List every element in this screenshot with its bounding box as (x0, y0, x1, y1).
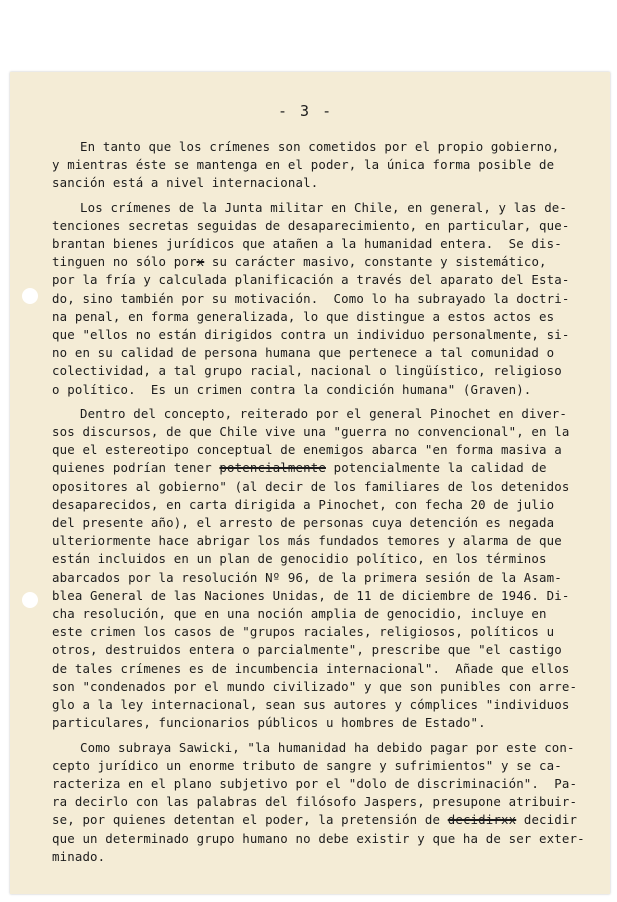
text-line: glo a la ley internacional, sean sus autores y cómplices "individuos (52, 697, 570, 713)
text-line: no en su calidad de persona humana que pertenece a tal comunidad o (52, 345, 555, 361)
line-text: decidir (516, 812, 578, 828)
text-line: do, sino también por su motivación. Como lo ha subrayado la doctri- (52, 290, 570, 306)
text-line: minado. (52, 848, 106, 864)
text-line: sos discursos, de que Chile vive una "guerra no convencional", en la (52, 424, 570, 440)
punch-hole (22, 592, 38, 608)
text-line: ulteriormente hace abrigar los más fundados temores y alarma de que (52, 533, 562, 549)
text-line: particulares, funcionarios públicos u hombres de Estado". (52, 715, 486, 731)
line-text: potencialmente la calidad de (325, 460, 547, 476)
text-line: na penal, en forma generalizada, lo que distingue a estos actos es (52, 308, 555, 324)
text-line: desaparecidos, en carta dirigida a Pinochet, con fecha 20 de julio (52, 496, 555, 512)
line-text: su carácter masivo, constante y sistemático, (204, 254, 547, 270)
text-line: racteriza en el plano subjetivo por el "dolo de discriminación". Pa- (52, 775, 578, 791)
text-line: este crimen los casos de "grupos raciales, religiosos, políticos u (52, 624, 555, 640)
line-text: quienes podrían tener (52, 460, 220, 476)
paragraph (52, 739, 585, 866)
struck-out-text: x (196, 254, 205, 270)
text-line: que el estereotipo conceptual de enemigos abarca "en forma masiva a (52, 442, 562, 458)
text-line: opositores al gobierno" (al decir de los familiares de los detenidos (52, 478, 570, 494)
text-line: de tales crímenes es de incumbencia internacional". Añade que ellos (52, 660, 570, 676)
text-line: blea General de las Naciones Unidas, de 11 de diciembre de 1946. Di- (52, 587, 570, 603)
text-line: que un determinado grupo humano no debe existir y que ha de ser exter- (52, 830, 585, 846)
text-line: y mientras éste se mantenga en el poder, la única forma posible de (52, 157, 555, 173)
page-number: - 3 - (278, 102, 334, 120)
line-text: tinguen no sólo por (52, 254, 197, 270)
text-line: Dentro del concepto, reiterado por el general Pinochet en diver- (80, 405, 568, 421)
text-line: tenciones secretas seguidas de desaparecimiento, en particular, que- (52, 217, 570, 233)
text-line: sanción está a nivel internacional. (52, 175, 319, 191)
text-line: por la fría y calculada planificación a través del aparato del Esta- (52, 272, 570, 288)
document-body (52, 138, 585, 872)
paragraph (52, 199, 582, 399)
struck-out-text: potencialmente (219, 460, 326, 476)
paragraph (52, 405, 582, 733)
text-line (52, 459, 582, 477)
text-line: del presente año), el arresto de personas cuya detención es negada (52, 515, 555, 531)
text-line: brantan bienes jurídicos que atañen a la humanidad entera. Se dis- (52, 236, 562, 252)
punch-hole (22, 288, 38, 304)
line-text: se, por quienes detentan el poder, la pretensión de (52, 812, 448, 828)
text-line: colectividad, a tal grupo racial, nacional o lingüístico, religioso (52, 363, 562, 379)
text-line: Como subraya Sawicki, "la humanidad ha debido pagar por este con- (80, 739, 575, 755)
paragraph (52, 138, 582, 193)
text-line: están incluidos en un plan de genocidio político, en los términos (52, 551, 547, 567)
text-line: cha resolución, que en una noción amplia de genocidio, incluye en (52, 606, 547, 622)
text-line: son "condenados por el mundo civilizado" y que son punibles con arre- (52, 678, 578, 694)
text-line: Los crímenes de la Junta militar en Chile, en general, y las de- (80, 199, 568, 215)
text-line: que "ellos no están dirigidos contra un individuo personalmente, si- (52, 327, 570, 343)
text-line (52, 811, 582, 829)
text-line: cepto jurídico un enorme tributo de sangre y sufrimientos" y se ca- (52, 757, 562, 773)
text-line: ra decirlo con las palabras del filósofo Jaspers, presupone atribuir- (52, 794, 578, 810)
text-line: abarcados por la resolución Nº 96, de la primera sesión de la Asam- (52, 569, 562, 585)
text-line: o político. Es un crimen contra la condición humana" (Graven). (52, 381, 532, 397)
text-line (52, 253, 582, 271)
text-line: En tanto que los crímenes son cometidos por el propio gobierno, (80, 139, 560, 154)
text-line: otros, destruidos entera o parcialmente", prescribe que "el castigo (52, 642, 562, 658)
struck-out-text: decidirxx (447, 812, 517, 828)
